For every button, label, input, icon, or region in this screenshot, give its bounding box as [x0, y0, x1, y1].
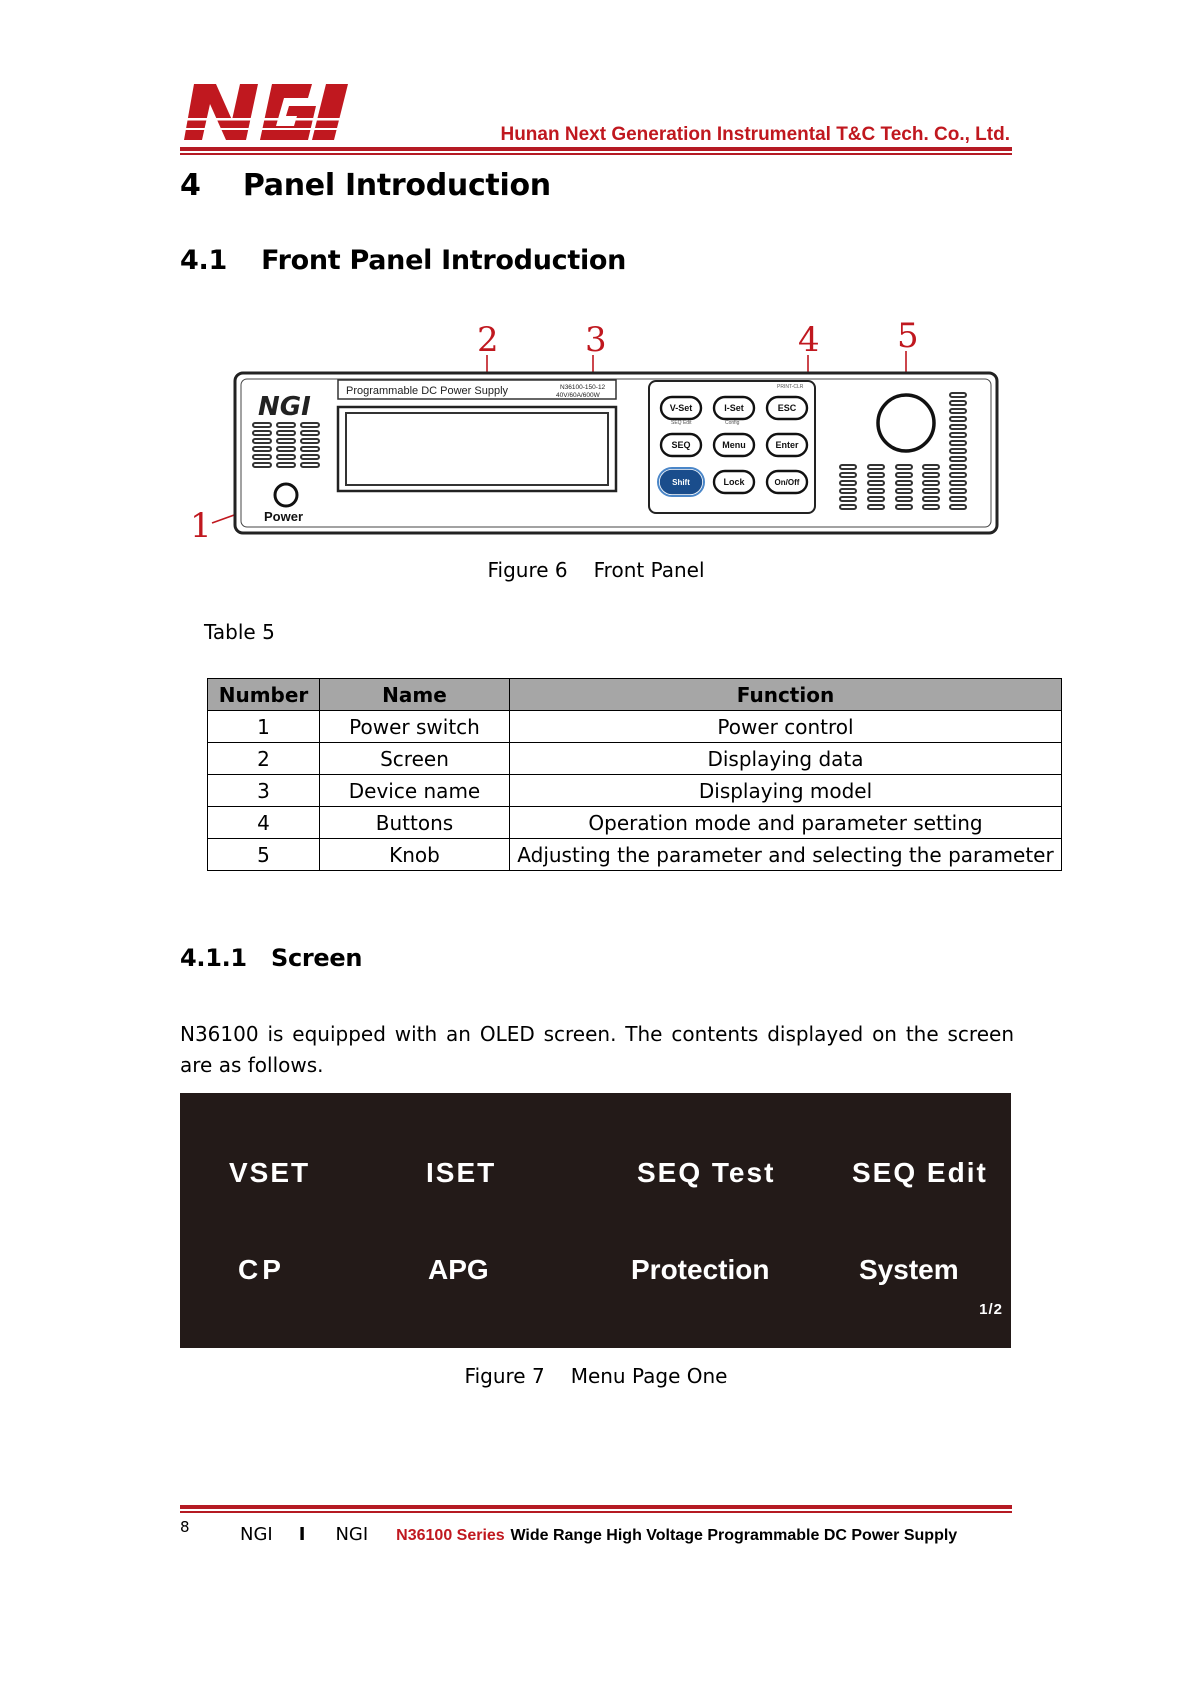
figure-6-caption: [180, 558, 1012, 582]
panel-logo: NGI: [258, 392, 311, 422]
callout-3: 3: [585, 320, 607, 360]
page-indicator: 1/2: [979, 1301, 1003, 1318]
menu-item-vset: VSET: [229, 1157, 311, 1188]
cell-function: Displaying data: [510, 743, 1062, 775]
header-rule: [180, 147, 1012, 151]
footer-brand-2: NGI: [335, 1524, 369, 1545]
header-function: Function: [510, 679, 1062, 711]
callout-4: 4: [798, 320, 820, 360]
footer-rule: [180, 1505, 1012, 1509]
subsection-title: Front Panel Introduction: [261, 245, 627, 276]
table-row: [208, 743, 1062, 775]
menu-item-cp: CP: [238, 1254, 285, 1285]
screen-section-title: Screen: [270, 944, 363, 972]
power-switch[interactable]: [275, 484, 297, 506]
device-label: Programmable DC Power Supply: [346, 385, 509, 397]
table-row: [208, 775, 1062, 807]
screen-paragraph: N36100 is equipped with an OLED screen. The contents displayed on the screen are as follows.: [180, 1022, 1014, 1077]
cell-name: Power switch: [320, 711, 510, 743]
section-number: 4: [180, 168, 201, 203]
section-title: Panel Introduction: [242, 168, 551, 203]
figure-7-title: Menu Page One: [570, 1364, 728, 1388]
table-row: [208, 711, 1062, 743]
model-line-1: N36100-150-12: [560, 384, 606, 391]
figure-7-number: Figure 7: [464, 1364, 545, 1388]
footer-text: [240, 1524, 957, 1545]
cell-number: 5: [208, 839, 320, 871]
figure-7-caption: [180, 1364, 1012, 1388]
table-row: [208, 807, 1062, 839]
screen-heading: [180, 944, 362, 972]
vset-label: V-Set: [669, 403, 693, 413]
oled-menu-screen: [180, 1093, 1011, 1348]
cell-function: Adjusting the parameter and selecting the parameter: [510, 839, 1062, 871]
power-label: Power: [264, 509, 304, 524]
menu-item-iset: ISET: [426, 1157, 497, 1188]
esc-label: ESC: [777, 403, 797, 413]
header-name: Name: [320, 679, 510, 711]
header-rule-thin: [180, 153, 1012, 155]
subsection-heading: [180, 245, 626, 276]
section-heading: [180, 168, 551, 203]
model-line-2: 40V/60A/600W: [556, 392, 600, 399]
cell-function: Operation mode and parameter setting: [510, 807, 1062, 839]
callout-5: 5: [897, 316, 919, 356]
menu-label: Menu: [722, 440, 746, 450]
menu-item-seq-test: SEQ Test: [637, 1157, 776, 1188]
lock-label: Lock: [723, 477, 745, 487]
label-seq-edit: SEQ Edit: [671, 420, 692, 426]
shift-label: Shift: [672, 478, 690, 487]
header-number: Number: [208, 679, 320, 711]
cell-name: Buttons: [320, 807, 510, 839]
footer-brand-1: NGI: [240, 1524, 273, 1545]
cell-function: Displaying model: [510, 775, 1062, 807]
footer-series: N36100 Series: [396, 1527, 505, 1544]
menu-item-seq-edit: SEQ Edit: [852, 1157, 988, 1188]
cell-number: 4: [208, 807, 320, 839]
knob[interactable]: [878, 395, 934, 451]
enter-label: Enter: [775, 440, 799, 450]
footer-description: Wide Range High Voltage Programmable DC Power Supply: [510, 1527, 958, 1544]
label-config: Config: [725, 420, 740, 426]
label-print-clr: PRINT-CLR: [777, 384, 804, 390]
menu-item-system: System: [859, 1254, 959, 1285]
menu-item-apg: APG: [428, 1254, 489, 1285]
front-panel-figure: [180, 315, 1012, 545]
menu-item-protection: Protection: [631, 1254, 770, 1285]
table-label: Table 5: [204, 620, 275, 644]
cell-name: Device name: [320, 775, 510, 807]
onoff-label: On/Off: [774, 478, 800, 487]
figure-6-title: Front Panel: [593, 558, 705, 582]
callout-1: 1: [190, 506, 212, 545]
seq-label: SEQ: [671, 440, 691, 450]
figure-6-number: Figure 6: [487, 558, 568, 582]
callout-2: 2: [477, 320, 499, 360]
table-row: [208, 839, 1062, 871]
page-number: 8: [180, 1518, 190, 1536]
footer-separator: I: [298, 1524, 306, 1545]
screen-section-number: 4.1.1: [180, 944, 247, 972]
cell-name: Knob: [320, 839, 510, 871]
subsection-number: 4.1: [180, 245, 227, 276]
company-name: Hunan Next Generation Instrumental T&C Tech. Co., Ltd.: [500, 124, 1010, 145]
cell-number: 3: [208, 775, 320, 807]
cell-number: 1: [208, 711, 320, 743]
footer-rule-thin: [180, 1511, 1012, 1513]
iset-label: I-Set: [724, 403, 744, 413]
ngi-logo: [180, 78, 352, 144]
panel-screen: [338, 407, 616, 491]
function-table: [207, 678, 1062, 871]
cell-number: 2: [208, 743, 320, 775]
cell-function: Power control: [510, 711, 1062, 743]
cell-name: Screen: [320, 743, 510, 775]
table-header-row: [208, 679, 1062, 711]
